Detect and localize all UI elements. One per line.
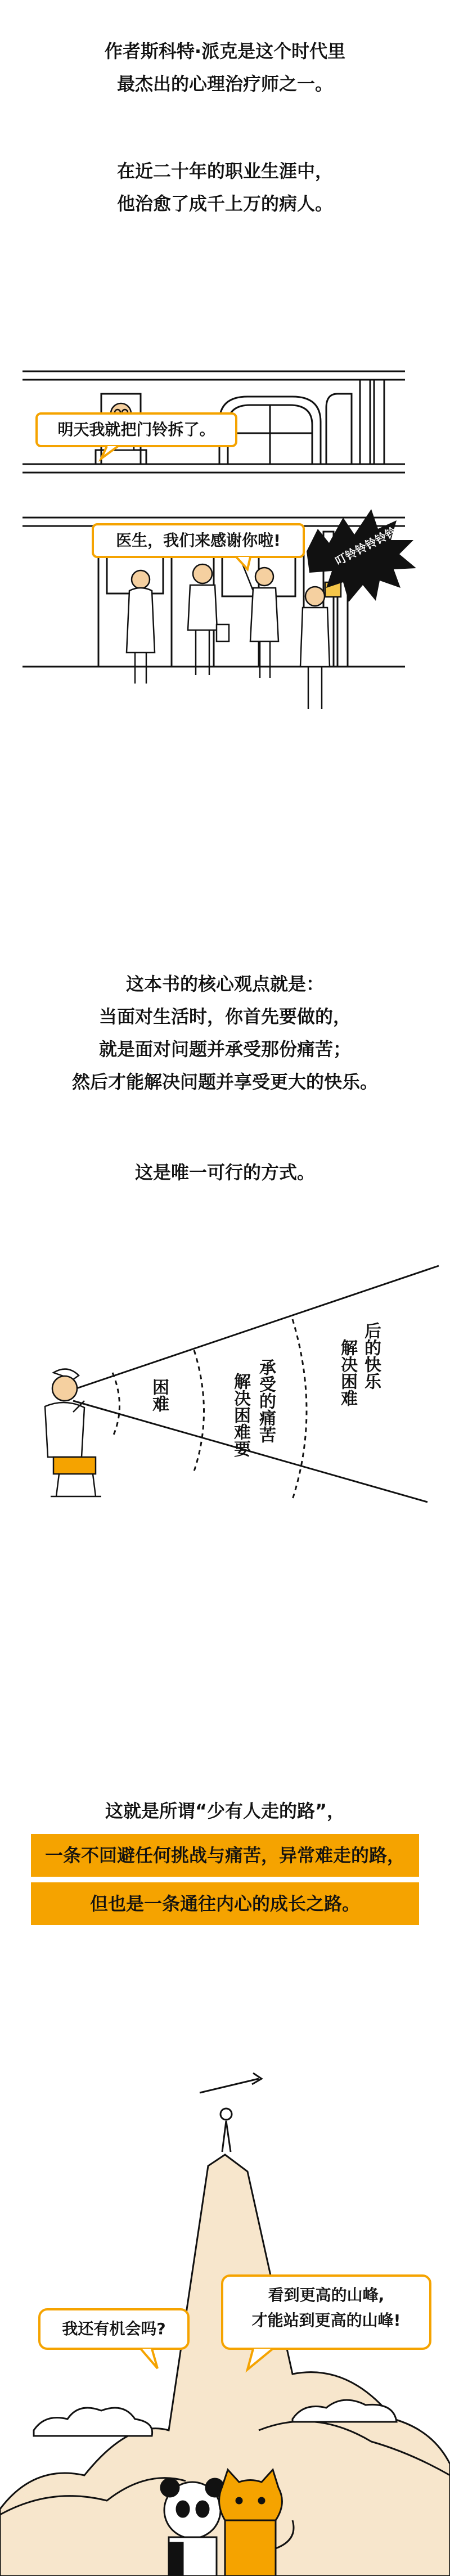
core-line: 就是面对问题并承受那份痛苦； — [98, 1039, 351, 1060]
road-line-1: 这就是所谓“少有人走的路”， — [105, 1800, 345, 1822]
zone-joy-text-col2: 解决困难 — [338, 1339, 357, 1406]
intro-paragraph-2 — [0, 155, 450, 220]
intro-line: 在近二十年的职业生涯中， — [116, 160, 333, 182]
zone-difficulty-text: 困难 — [149, 1378, 169, 1412]
core-paragraph — [0, 968, 450, 1098]
bubble-cat-text-1: 看到更高的山峰, — [268, 2286, 385, 2304]
only-way-text: 这是唯一可行的方式。 — [134, 1162, 315, 1183]
core-line: 这本书的核心观点就是： — [125, 973, 324, 995]
zone-joy-text-col1: 后的快乐 — [361, 1322, 381, 1390]
intro-line: 他治愈了成千上万的病人。 — [116, 193, 333, 214]
intro-paragraph-1 — [0, 35, 450, 100]
bubble-panda-text: 我还有机会吗? — [62, 2319, 166, 2338]
zone-pain-text-col2: 解决困难要 — [231, 1373, 250, 1457]
zone-pain-text-col1: 承受的痛苦 — [256, 1359, 276, 1443]
bubble-patients-text: 医生，我们来感谢你啦! — [116, 531, 281, 550]
bubble-cat-text-2: 才能站到更高的山峰! — [251, 2311, 401, 2330]
intro-line: 最杰出的心理治疗师之一。 — [116, 73, 333, 95]
road-line-2: 一条不回避任何挑战与痛苦，异常难走的路， — [44, 1845, 405, 1866]
intro-line: 作者斯科特·派克是这个时代里 — [104, 41, 346, 62]
diagram-zones — [0, 1260, 450, 1575]
core-line: 当面对生活时，你首先要做的， — [98, 1006, 351, 1027]
core-line: 然后才能解决问题并享受更大的快乐。 — [71, 1071, 378, 1093]
doorbell-sound-text: 叮铃铃铃铃铃 — [333, 524, 399, 568]
road-line-3: 但也是一条通往内心的成长之路。 — [89, 1893, 360, 1914]
bubble-doctor-text: 明天我就把门铃拆了。 — [57, 420, 215, 439]
